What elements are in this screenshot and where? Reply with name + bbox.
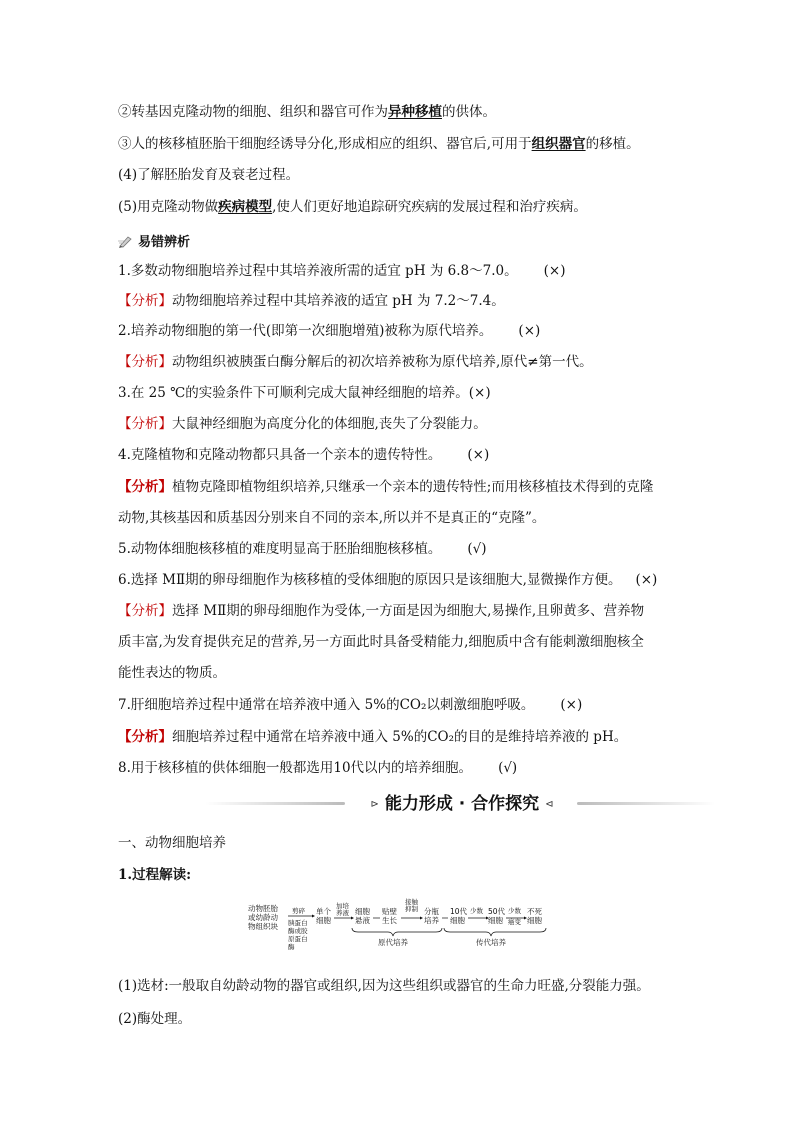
svg-text:悬液: 悬液 (355, 916, 370, 925)
svg-text:原蛋白: 原蛋白 (288, 935, 308, 943)
svg-text:细胞: 细胞 (316, 916, 331, 925)
text-line: ②转基因克隆动物的细胞、组织和器官可作为异种移植的供体。 (118, 104, 496, 120)
analysis-6-cont: 质丰富,为发育提供充足的营养,另一方面此时具备受精能力,细胞质中含有能刺激细胞核全 (118, 634, 644, 650)
question-5: 5.动物体细胞核移植的难度明显高于胚胎细胞核移植。 (√) (118, 541, 487, 557)
svg-text:抑制: 抑制 (405, 905, 418, 913)
paragraph: (1)选材:一般取自幼龄动物的器官或组织,因为这些组织或器官的生命力旺盛,分裂能力强。 (118, 978, 650, 994)
section-header: 易错辨析 (118, 231, 190, 250)
analysis-4-cont: 动物,其核基因和质基因分别来自不同的亲本,所以并不是真正的“克隆”。 (118, 510, 546, 526)
question-4: 4.克隆植物和克隆动物都只具备一个亲本的遗传特性。 (×) (118, 447, 490, 463)
analysis-7: 【分析】细胞培养过程中通常在培养液中通入 5%的CO₂的目的是维持培养液的 pH。 (118, 729, 628, 745)
sub-heading: 1.过程解读: (118, 867, 192, 883)
svg-text:或幼龄动: 或幼龄动 (248, 913, 278, 922)
svg-text:养液: 养液 (336, 909, 349, 917)
text-line: (4)了解胚胎发育及衰老过程。 (118, 167, 300, 183)
analysis-6-cont: 能性表达的物质。 (118, 665, 226, 681)
svg-text:培养: 培养 (424, 916, 439, 925)
svg-text:酶或胶: 酶或胶 (288, 927, 308, 935)
diagram-50th-generation: 50代 (488, 907, 506, 916)
part-heading: 一、动物细胞培养 (118, 835, 226, 851)
question-2: 2.培养动物细胞的第一代(即第一次细胞增殖)被称为原代培养。 (×) (118, 323, 541, 339)
section-banner (205, 792, 715, 816)
svg-text:少数: 少数 (470, 907, 483, 915)
svg-text:物组织块: 物组织块 (248, 922, 278, 931)
svg-text:酶: 酶 (288, 943, 295, 951)
paragraph: (2)酶处理。 (118, 1011, 192, 1027)
question-3: 3.在 25 ℃的实验条件下可顺利完成大鼠神经细胞的培养。(×) (118, 385, 491, 401)
analysis-1: 【分析】动物细胞培养过程中其培养液的适宜 pH 为 7.2～7.4。 (118, 293, 505, 309)
analysis-2: 【分析】动物组织被胰蛋白酶分解后的初次培养被称为原代培养,原代≠第一代。 (118, 354, 593, 370)
svg-text:接触: 接触 (405, 898, 418, 906)
question-1: 1.多数动物细胞培养过程中其培养液所需的适宜 pH 为 6.8～7.0。 (×) (118, 263, 566, 279)
svg-text:细胞: 细胞 (450, 916, 465, 925)
diagram-passage-culture: 传代培养 (476, 938, 506, 947)
text-line: (5)用克隆动物做疾病模型,使人们更好地追踪研究疾病的发展过程和治疗疾病。 (118, 199, 587, 215)
svg-text:细胞: 细胞 (488, 916, 503, 925)
diagram-immortal-cell: 不死 (527, 907, 542, 916)
question-6: 6.选择 MⅡ期的卵母细胞作为核移植的受体细胞的原因只是该细胞大,显微操作方便。 (×) (118, 572, 658, 588)
diagram-suspension: 细胞 (355, 907, 370, 916)
diagram-10th-generation: 10代 (450, 907, 468, 916)
svg-text:生长: 生长 (382, 916, 397, 925)
right-arrow-icon: ⊳ (370, 799, 379, 810)
svg-text:少数: 少数 (508, 907, 521, 915)
text-line: ③人的核移植胚胎干细胞经诱导分化,形成相应的组织、器官后,可用于组织器官的移植。 (118, 136, 640, 152)
svg-text:癌变: 癌变 (508, 918, 521, 926)
question-7: 7.肝细胞培养过程中通常在培养液中通入 5%的CO₂以刺激细胞呼吸。 (×) (118, 697, 583, 713)
svg-text:加培: 加培 (336, 902, 349, 910)
pencil-icon (118, 234, 134, 248)
diagram-subculture: 分瓶 (424, 907, 439, 916)
analysis-4: 【分析】植物克隆即植物组织培养,只继承一个亲本的遗传特性;而用核移植技术得到的克隆 (118, 479, 654, 495)
key-term: 疾病模型 (218, 199, 273, 215)
analysis-3: 【分析】大鼠神经细胞为高度分化的体细胞,丧失了分裂能力。 (118, 416, 487, 432)
diagram-primary-culture: 原代培养 (378, 938, 408, 947)
key-term: 异种移植 (388, 104, 442, 120)
diagram-source: 动物胚胎 (248, 904, 278, 913)
key-term: 组织器官 (531, 136, 586, 152)
left-arrow-icon: ⊲ (545, 799, 554, 810)
svg-text:胰蛋白: 胰蛋白 (288, 919, 308, 927)
diagram-single-cell: 单个 (316, 907, 331, 916)
analysis-6: 【分析】选择 MⅡ期的卵母细胞作为受体,一方面是因为细胞大,易操作,且卵黄多、营养物 (118, 603, 645, 619)
process-diagram (248, 898, 548, 958)
question-8: 8.用于核移植的供体细胞一般都选用10代以内的培养细胞。 (√) (118, 760, 518, 776)
diagram-adherent: 贴壁 (382, 907, 397, 916)
banner-title: ⊳ 能力形成 · 合作探究 ⊲ (370, 794, 554, 814)
banner-left-rule (205, 802, 345, 805)
banner-right-rule (577, 802, 715, 805)
svg-text:细胞: 细胞 (527, 916, 542, 925)
diagram-step-label: 剪碎 (292, 907, 305, 915)
